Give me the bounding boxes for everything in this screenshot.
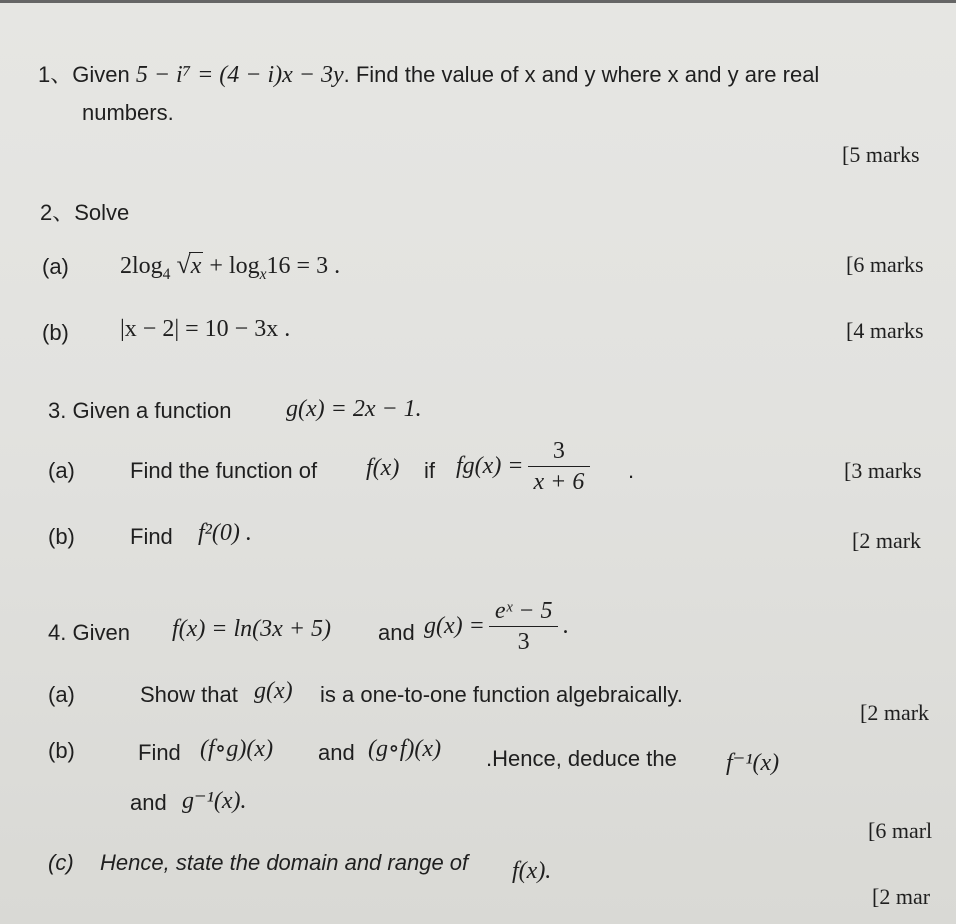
- q4b-and: and: [318, 740, 355, 765]
- q4c-text: Hence, state the domain and range of: [100, 850, 469, 875]
- q2b-label: (b): [42, 320, 69, 345]
- q4-g-period: .: [562, 613, 569, 639]
- q4a-marks: [2 mark: [860, 700, 930, 725]
- q3a-label: (a): [48, 458, 75, 483]
- q2a-log-base: 4: [162, 265, 171, 283]
- q2b-equation: |x − 2| = 10 − 3x .: [120, 316, 291, 342]
- q3b-text: Find: [130, 524, 173, 549]
- q4-g-numerator: eˣ − 5: [489, 596, 559, 627]
- q4-g-denominator: 3: [517, 629, 530, 655]
- q4c-fx: f(x).: [512, 858, 552, 884]
- q4b-finv: f⁻¹(x): [726, 750, 780, 776]
- q2a-equation: [120, 250, 340, 284]
- q4b-ginv: g⁻¹(x).: [182, 788, 247, 814]
- q4c-marks: [2 mar: [872, 884, 931, 909]
- q3a-text: Find the function of: [130, 458, 318, 483]
- q3a-fg-expression: [456, 436, 594, 497]
- q4a-gx: g(x): [254, 678, 293, 704]
- q3a-denominator: x + 6: [533, 469, 585, 495]
- q4b-label: (b): [48, 738, 75, 763]
- q3a-numerator: 3: [528, 436, 591, 467]
- q1-marks: [5 marks: [842, 142, 920, 167]
- q1-equation: 5 − i⁷ = (4 − i)x − 3y: [135, 62, 344, 88]
- q3-header: 3. Given a function: [48, 398, 232, 423]
- q4a-text2: is a one-to-one function algebraically.: [320, 682, 683, 707]
- q2a-marks: [6 marks: [846, 252, 924, 277]
- q1-line1: [38, 58, 819, 89]
- q2a-label: (a): [42, 254, 69, 279]
- q2a-log2-base: x: [259, 265, 267, 283]
- q2a-rhs: 16 = 3 .: [266, 253, 341, 279]
- q3b-label: (b): [48, 524, 75, 549]
- q1-number: 1、: [38, 62, 73, 87]
- q1-prompt-line2: numbers.: [82, 100, 174, 125]
- q4-and: and: [378, 620, 415, 645]
- q1-prompt: . Find the value of x and y where x and y are real: [343, 62, 820, 87]
- q4b-fog: (f∘g)(x): [200, 736, 274, 762]
- q2a-log2-text: + log: [203, 253, 260, 279]
- q3a-if: if: [424, 458, 435, 483]
- q4-header: 4. Given: [48, 620, 130, 645]
- q4a-label: (a): [48, 682, 75, 707]
- q1-given: Given: [72, 62, 130, 87]
- q3-function: g(x) = 2x − 1.: [286, 396, 422, 422]
- q3a-fg: fg(x) =: [456, 453, 524, 479]
- q2a-radicand: x: [190, 253, 202, 279]
- q3a-marks: [3 marks: [844, 458, 922, 483]
- q4b-gof: (g∘f)(x): [368, 736, 442, 762]
- q3b-expression: f²(0) .: [198, 520, 252, 546]
- q4-g-fraction: [489, 596, 559, 657]
- q4a-text1: Show that: [140, 682, 238, 707]
- q4-g-lhs: g(x) =: [424, 613, 485, 639]
- q3a-fraction: [528, 436, 591, 497]
- q3a-fx: f(x): [366, 455, 400, 481]
- q4b-and2: and: [130, 790, 167, 815]
- q3a-period: .: [628, 458, 635, 483]
- q4b-marks: [6 marl: [868, 818, 933, 843]
- q4b-text1: Find: [138, 740, 181, 765]
- page-top-rule: [0, 0, 956, 3]
- q4-f-definition: f(x) = ln(3x + 5): [172, 616, 331, 642]
- q2-header: 2、Solve: [40, 200, 130, 225]
- q3b-marks: [2 mark: [852, 528, 922, 553]
- q4b-text2: .Hence, deduce the: [486, 746, 677, 771]
- q2a-log-text: 2log: [120, 253, 163, 279]
- q4-g-definition: [424, 596, 568, 657]
- q4c-label: (c): [48, 850, 74, 875]
- q2b-marks: [4 marks: [846, 318, 924, 343]
- sqrt-icon: √: [176, 250, 191, 279]
